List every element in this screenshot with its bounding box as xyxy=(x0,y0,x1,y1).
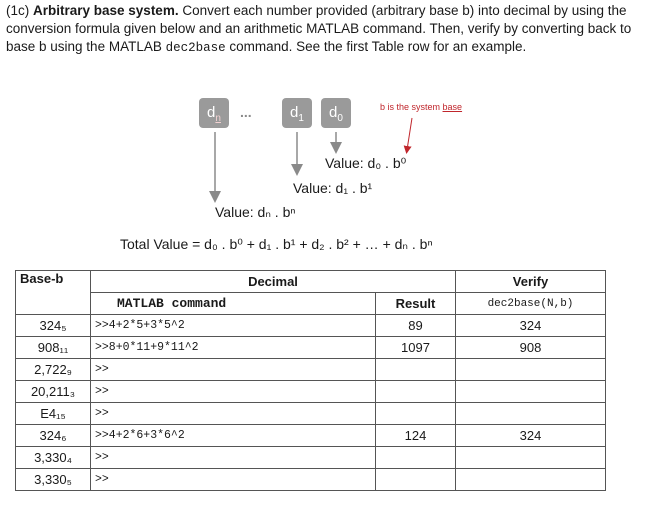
total-value-formula: Total Value = d₀ . b⁰ + d₁ . b¹ + d₂ . b² + … + dₙ . bⁿ xyxy=(120,236,433,252)
result-cell[interactable] xyxy=(376,381,456,403)
matlab-command-cell[interactable]: >> xyxy=(91,381,376,403)
header-verify: Verify xyxy=(456,271,606,293)
matlab-command-cell[interactable]: >> xyxy=(91,359,376,381)
base-cell: E4₁₅ xyxy=(16,403,91,425)
base-cell: 3,330₄ xyxy=(16,447,91,469)
table-row xyxy=(16,425,606,447)
digit-box-n: $d_n$ xyxy=(199,98,229,128)
table-row xyxy=(16,359,606,381)
header-verify-sub: dec2base(N,b) xyxy=(456,293,606,315)
base-annotation: b is the system base xyxy=(380,102,463,112)
header-base: Base-b xyxy=(16,271,91,315)
result-cell[interactable]: 1097 xyxy=(376,337,456,359)
matlab-command-cell[interactable]: >>4+2*5+3*5^2 xyxy=(91,315,376,337)
intro-code: dec2base xyxy=(165,41,226,55)
base-cell: 324₆ xyxy=(16,425,91,447)
intro-text-2: command. See the first Table row for an example. xyxy=(225,39,527,54)
result-cell[interactable] xyxy=(376,447,456,469)
verify-cell[interactable] xyxy=(456,381,606,403)
intro-text-1: Convert each number provided (arbitrary base b) into decimal by using the conversion formula given below and an arithmetic MATLAB command. Then, verify by converting back to base b using the MATLAB xyxy=(6,3,632,54)
base-cell: 908₁₁ xyxy=(16,337,91,359)
intro-title: Arbitrary base system. xyxy=(33,3,179,18)
matlab-command-cell[interactable]: >> xyxy=(91,447,376,469)
table-row xyxy=(16,315,606,337)
base-cell: 3,330₅ xyxy=(16,469,91,491)
result-cell[interactable] xyxy=(376,359,456,381)
result-cell[interactable] xyxy=(376,403,456,425)
verify-cell[interactable] xyxy=(456,447,606,469)
table-row xyxy=(16,403,606,425)
result-cell[interactable]: 124 xyxy=(376,425,456,447)
table-row xyxy=(16,469,606,491)
matlab-command-cell[interactable]: >> xyxy=(91,403,376,425)
verify-cell[interactable]: 324 xyxy=(456,425,606,447)
table-row xyxy=(16,337,606,359)
verify-cell[interactable]: 324 xyxy=(456,315,606,337)
value-dn: Value: dₙ . bⁿ xyxy=(215,204,296,220)
base-cell: 20,211₃ xyxy=(16,381,91,403)
result-cell[interactable] xyxy=(376,469,456,491)
digit-box-1: $d_1$ xyxy=(282,98,312,128)
ellipsis-dots: ... xyxy=(240,104,252,120)
header-row-1 xyxy=(16,271,606,293)
table-row xyxy=(16,381,606,403)
header-result: Result xyxy=(376,293,456,315)
table-row xyxy=(16,447,606,469)
header-decimal: Decimal xyxy=(91,271,456,293)
value-d0: Value: d₀ . b⁰ xyxy=(325,155,407,171)
arrow-annotation xyxy=(407,118,412,150)
matlab-command-cell[interactable]: >>4+2*6+3*6^2 xyxy=(91,425,376,447)
verify-cell[interactable] xyxy=(456,403,606,425)
header-row-2 xyxy=(16,293,606,315)
digit-box-0: $d_0$ xyxy=(321,98,351,128)
base-cell: 324₅ xyxy=(16,315,91,337)
verify-cell[interactable]: 908 xyxy=(456,337,606,359)
verify-cell[interactable] xyxy=(456,359,606,381)
header-matlab-command: MATLAB command xyxy=(91,293,376,315)
matlab-command-cell[interactable]: >>8+0*11+9*11^2 xyxy=(91,337,376,359)
verify-cell[interactable] xyxy=(456,469,606,491)
base-cell: 2,722₉ xyxy=(16,359,91,381)
value-d1: Value: d₁ . b¹ xyxy=(293,180,373,196)
conversion-table xyxy=(15,270,606,491)
table-body xyxy=(16,315,606,491)
matlab-command-cell[interactable]: >> xyxy=(91,469,376,491)
intro-label: (1c) xyxy=(6,3,33,18)
result-cell[interactable]: 89 xyxy=(376,315,456,337)
